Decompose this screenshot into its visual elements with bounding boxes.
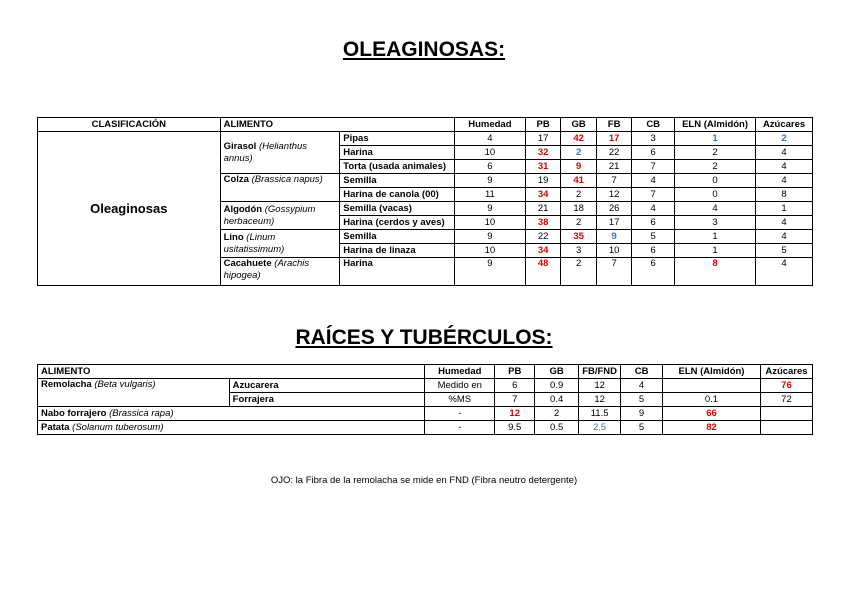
group-cacahuete: Cacahuete (Arachis hipogea) — [220, 258, 340, 286]
table-header-row — [38, 118, 813, 132]
col-eln: ELN (Almidón) — [663, 365, 761, 379]
group-algodon: Algodón (Gossypium herbaceum) — [220, 202, 340, 230]
table-row: Patata (Solanum tuberosum) - 9.5 0.5 2.5 5 82 — [38, 421, 813, 435]
table-row: Colza (Brassica napus) Semilla 9 19 41 7 4 0 4 — [38, 174, 813, 188]
col-pb: PB — [495, 365, 535, 379]
col-alimento: ALIMENTO — [38, 365, 425, 379]
table-row: Nabo forrajero (Brassica rapa) - 12 2 11.5 9 66 — [38, 407, 813, 421]
oleaginosas-table — [37, 117, 813, 286]
remolacha-cell: Remolacha (Beta vulgaris) — [38, 379, 230, 407]
table-row: Harina 10 32 2 22 6 2 4 — [38, 146, 813, 160]
col-cb: CB — [632, 118, 675, 132]
col-clasificacion: CLASIFICACIÓN — [38, 118, 221, 132]
col-humedad: Humedad — [425, 365, 495, 379]
group-lino: Lino (Linum usitatissimum) — [220, 230, 340, 258]
table-row: Remolacha (Beta vulgaris) Azucarera Medido en 6 0.9 12 4 76 — [38, 379, 813, 393]
table-row: Torta (usada animales) 6 31 9 21 7 2 4 — [38, 160, 813, 174]
table-row: Harina (cerdos y aves) 10 38 2 17 6 3 4 — [38, 216, 813, 230]
col-cb: CB — [621, 365, 663, 379]
table-row: Algodón (Gossypium herbaceum) Semilla (vacas) 9 21 18 26 4 4 1 — [38, 202, 813, 216]
table-row: Oleaginosas Girasol (Helianthus annus) Pipas 4 17 42 17 3 1 2 — [38, 132, 813, 146]
raices-table — [37, 364, 813, 435]
group-girasol: Girasol (Helianthus annus) — [220, 132, 340, 174]
nabo-cell: Nabo forrajero (Brassica rapa) — [38, 407, 425, 421]
col-fb-fnd: FB/FND — [579, 365, 621, 379]
col-gb: GB — [535, 365, 579, 379]
col-azucares: Azúcares — [756, 118, 813, 132]
patata-cell: Patata (Solanum tuberosum) — [38, 421, 425, 435]
table-row: Lino (Linum usitatissimum) Semilla 9 22 35 9 5 1 4 — [38, 230, 813, 244]
table-row: Forrajera %MS 7 0.4 12 5 0.1 72 — [38, 393, 813, 407]
title-oleaginosas: OLEAGINOSAS: — [342, 38, 506, 61]
col-fb: FB — [596, 118, 632, 132]
col-humedad: Humedad — [454, 118, 525, 132]
col-alimento: ALIMENTO — [220, 118, 454, 132]
col-eln: ELN (Almidón) — [674, 118, 755, 132]
table-row: Harina de canola (00) 11 34 2 12 7 0 8 — [38, 188, 813, 202]
col-pb: PB — [525, 118, 561, 132]
col-gb: GB — [561, 118, 597, 132]
title-raices: RAÍCES Y TUBÉRCULOS: — [295, 326, 553, 349]
classification-cell: Oleaginosas — [38, 132, 221, 286]
table-row: Harina de linaza 10 34 3 10 6 1 5 — [38, 244, 813, 258]
group-colza: Colza (Brassica napus) — [220, 174, 340, 202]
footnote: OJO: la Fibra de la remolacha se mide en FND (Fibra neutro detergente) — [270, 475, 578, 486]
table-header-row — [38, 365, 813, 379]
table-row: Cacahuete (Arachis hipogea) Harina 9 48 2 7 6 8 4 — [38, 258, 813, 286]
col-azucares: Azúcares — [760, 365, 812, 379]
